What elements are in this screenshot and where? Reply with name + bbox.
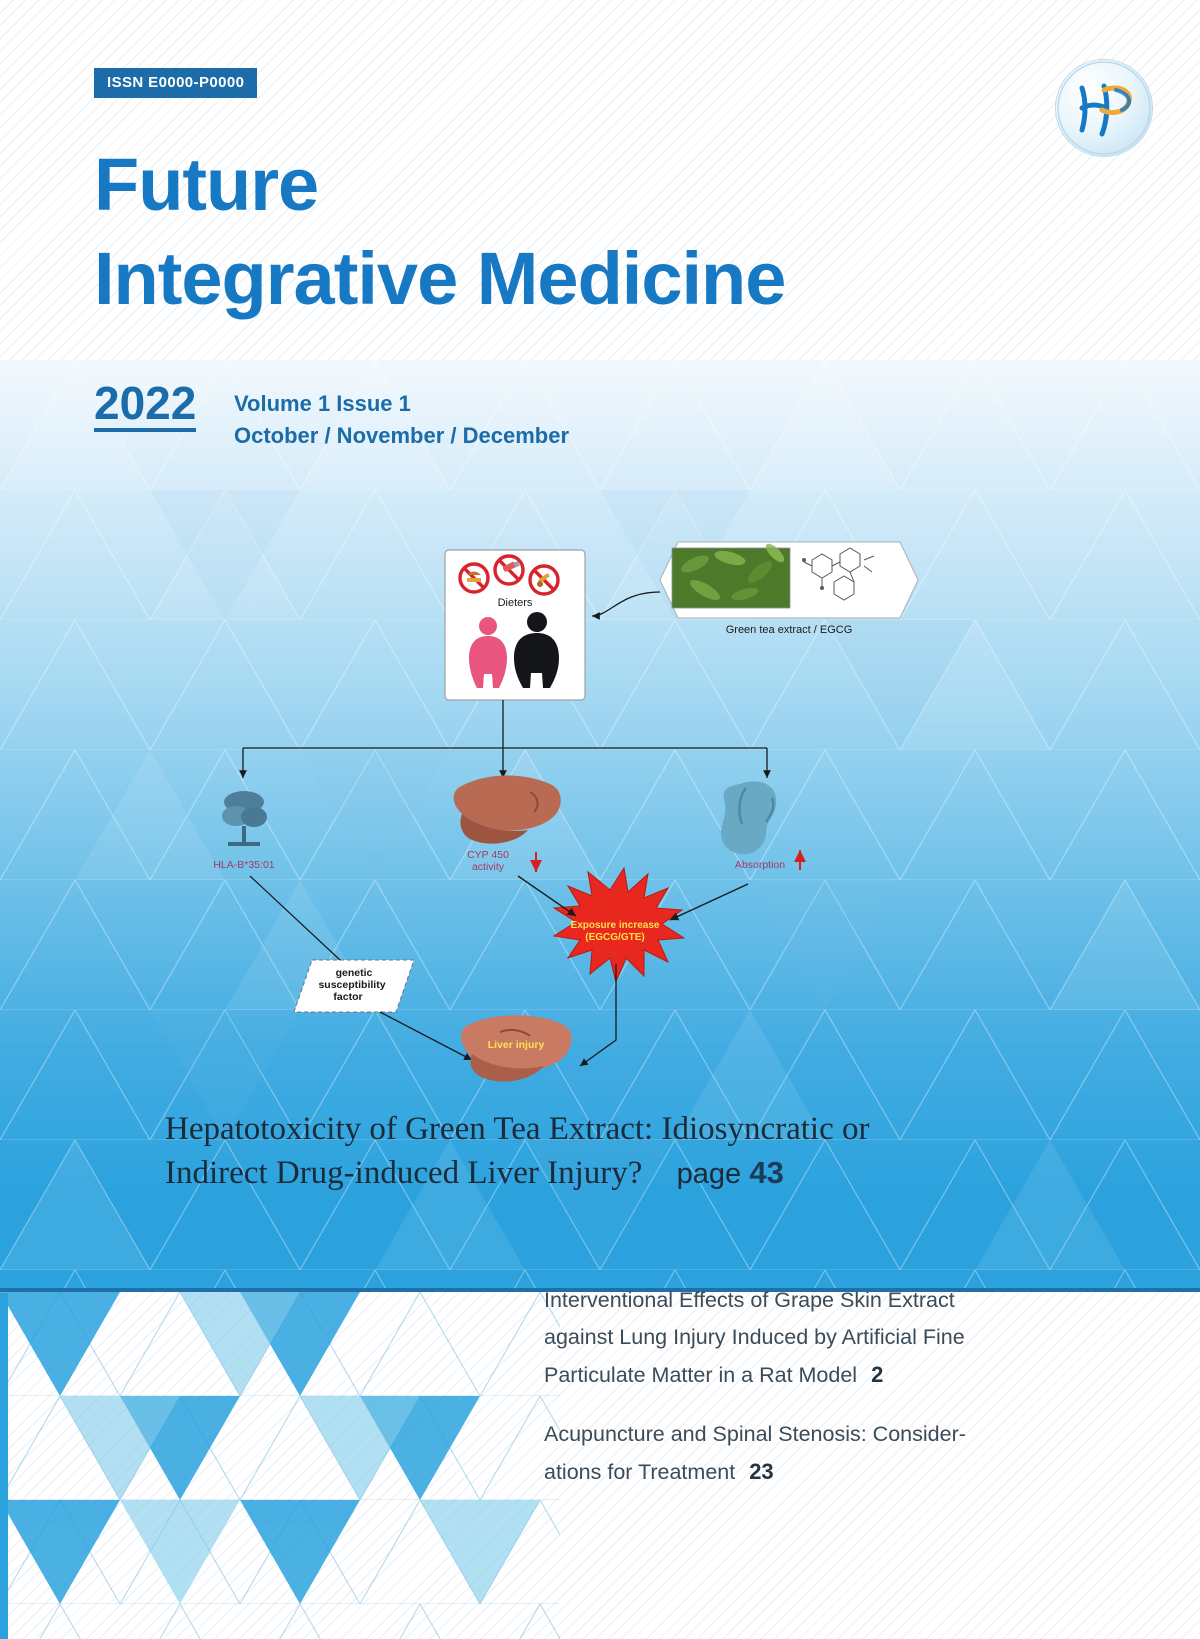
table-of-contents <box>544 1282 1144 1513</box>
toc-entry-line1: Interventional Effects of Grape Skin Extract <box>544 1288 955 1312</box>
journal-title-line2: Integrative Medicine <box>94 237 786 320</box>
exposure-burst <box>554 868 684 982</box>
journal-title-line1: Future <box>94 143 319 226</box>
green-tea-panel <box>660 540 920 636</box>
feature-title-line1: Hepatotoxicity of Green Tea Extract: Idiosyncratic or <box>165 1111 870 1147</box>
issue-months: October / November / December <box>234 423 570 448</box>
figure-label-hla: HLA-B*35:01 <box>213 859 275 871</box>
feature-page-number: 43 <box>749 1154 784 1190</box>
toc-entry-page: 23 <box>749 1458 774 1484</box>
figure-label-genetic3: factor <box>333 991 363 1003</box>
toc-entry-line1: Acupuncture and Spinal Stenosis: Consider- <box>544 1421 966 1446</box>
issue-year: 2022 <box>94 380 196 432</box>
figure-label-liver-injury: Liver injury <box>487 1039 545 1051</box>
toc-entry[interactable] <box>544 1416 1144 1491</box>
toc-entry-line3: Particulate Matter in a Rat Model <box>544 1362 858 1387</box>
figure-label-exposure2: (EGCG/GTE) <box>585 932 645 943</box>
feature-title-line2: Indirect Drug-induced Liver Injury? <box>165 1154 643 1191</box>
figure-label-dieters: Dieters <box>497 597 533 609</box>
issn-badge: ISSN E0000-P0000 <box>94 68 257 98</box>
figure-label-genetic2: susceptibility <box>318 979 386 991</box>
stomach <box>721 781 800 871</box>
genetic-factor-box <box>294 960 414 1012</box>
issue-volume: Volume 1 Issue 1 <box>234 391 411 416</box>
bottom-triangle-pattern <box>0 1292 560 1639</box>
feature-page-label: page <box>676 1157 742 1190</box>
toc-entry[interactable] <box>544 1282 1144 1394</box>
dieters-panel <box>445 550 585 700</box>
gte-hepatotoxicity-diagram <box>200 520 1020 1100</box>
publisher-logo <box>1056 60 1152 156</box>
feature-article-title <box>165 1108 1065 1195</box>
toc-entry-line2: ations for Treatment <box>544 1459 736 1484</box>
figure-label-genetic1: genetic <box>335 967 373 979</box>
hp-monogram-icon <box>1056 60 1152 156</box>
toc-entry-page: 2 <box>871 1361 884 1387</box>
figure-label-exposure1: Exposure increase <box>570 920 660 931</box>
cover-figure <box>200 520 1020 1100</box>
figure-label-green-tea: Green tea extract / EGCG <box>725 624 853 636</box>
figure-label-cyp: CYP 450 <box>467 849 509 861</box>
liver-top <box>454 775 561 873</box>
figure-label-absorption: Absorption <box>734 859 786 871</box>
toc-entry-line2: against Lung Injury Induced by Artificial Fine <box>544 1324 965 1349</box>
hla-protein <box>213 791 274 871</box>
figure-label-cyp-activity: activity <box>471 861 505 873</box>
left-accent-strip <box>0 1293 8 1639</box>
liver-injury <box>461 1015 572 1081</box>
